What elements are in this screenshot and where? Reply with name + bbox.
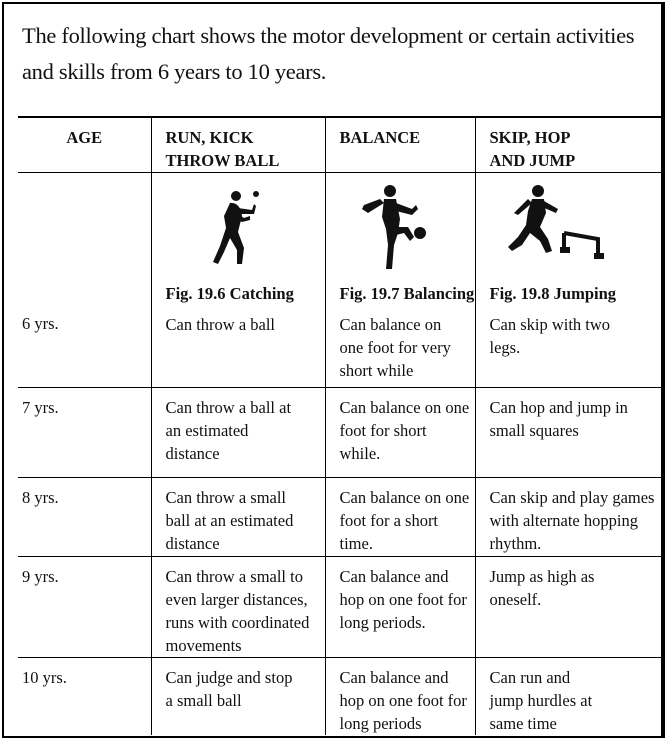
- cell-balance: Can balance on one foot for a short time.: [339, 488, 470, 553]
- cell-run: Can judge and stop a small ball: [165, 668, 293, 710]
- header-skip-hop-jump: SKIP, HOP AND JUMP: [475, 117, 662, 173]
- intro-text: The following chart shows the motor development or certain activities and skills from 6 years to 10 years.: [22, 23, 635, 84]
- cell-run: Can throw a small ball at an estimated distance: [165, 488, 294, 553]
- cell-skip: Jump as high as oneself.: [489, 567, 595, 609]
- cell-balance: Can balance and hop on one foot for long periods.: [339, 567, 467, 632]
- balancing-figure-icon: [358, 183, 428, 273]
- table-row: [18, 658, 662, 736]
- header-run-kick-throw: RUN, KICK THROW BALL: [151, 117, 325, 173]
- table-row: [18, 557, 662, 658]
- catching-figure-icon: [204, 188, 264, 268]
- cell-balance: Can balance on one foot for short while.: [339, 398, 470, 463]
- age-cell: 7 yrs.: [22, 398, 59, 417]
- cell-run: Can throw a small to even larger distances, runs with coordinated movements: [165, 567, 310, 655]
- figure-caption: Fig. 19.8 Jumping: [489, 284, 617, 303]
- cell-run: Can throw a ball: [165, 315, 276, 334]
- cell-run: Can throw a ball at an estimated distance: [165, 398, 292, 463]
- table-header-row: [18, 117, 662, 173]
- age-cell: 10 yrs.: [22, 668, 67, 687]
- cell-skip: Can skip and play games with alternate hopping rhythm.: [489, 488, 655, 553]
- cell-skip: Can hop and jump in small squares: [489, 398, 628, 440]
- header-age: AGE: [18, 117, 151, 173]
- figure-caption: Fig. 19.6 Catching: [165, 284, 294, 303]
- jumping-figure-icon: [502, 183, 612, 269]
- cell-skip: Can run and jump hurdles at same time: [489, 668, 593, 733]
- age-cell: 8 yrs.: [22, 488, 59, 507]
- motor-development-table: [18, 116, 662, 735]
- cell-balance: Can balance and hop on one foot for long periods: [339, 668, 467, 733]
- table-row: [18, 173, 662, 388]
- header-balance: BALANCE: [325, 117, 475, 173]
- table-row: [18, 388, 662, 478]
- figure-caption: Fig. 19.7 Balancing: [339, 284, 475, 303]
- table-row: [18, 478, 662, 557]
- age-cell: 9 yrs.: [22, 567, 59, 586]
- cell-skip: Can skip with two legs.: [489, 315, 611, 357]
- age-cell: 6 yrs.: [22, 314, 59, 333]
- cell-balance: Can balance on one foot for very short while: [339, 315, 451, 380]
